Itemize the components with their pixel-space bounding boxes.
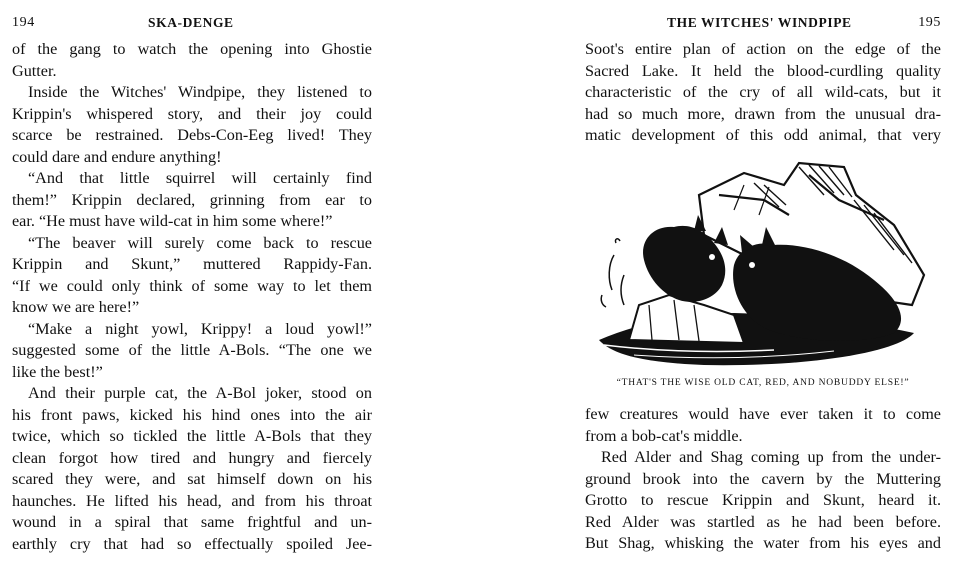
text-line: twice, which so tickled the little A-Bols that they xyxy=(12,427,372,445)
text-line: clean forgot how tired and hungry and fiercely xyxy=(12,448,372,467)
foreground-rock xyxy=(629,295,744,343)
text-line: “If we could only think of some way to let them xyxy=(12,276,372,295)
right-running-head xyxy=(585,15,941,33)
right-page-number: 195 xyxy=(918,15,941,30)
text-line: Grotto to rescue Krippin and Skunt, heard it. xyxy=(585,491,941,509)
text-line: Red Alder was startled as he had been before. xyxy=(585,512,941,531)
splash-marks xyxy=(601,239,624,307)
right-body-text-bottom xyxy=(585,404,941,555)
artist-signature: L.R. xyxy=(898,342,913,351)
illustration-caption: “THAT'S THE WISE OLD CAT, RED, AND NOBUDDY ELSE!” xyxy=(616,378,910,388)
text-line: Sacred Lake. It held the blood-curdling quality xyxy=(585,61,941,80)
right-body-text-top xyxy=(585,39,941,147)
text-line: “Make a night yowl, Krippy! a loud yowl!” xyxy=(28,319,372,338)
text-line: ground brook into the cavern by the Muttering xyxy=(585,469,941,488)
left-body-text xyxy=(12,39,372,555)
left-page xyxy=(12,0,372,565)
text-line: ear. “He must have wild-cat in him some where!” xyxy=(12,212,333,230)
text-line: haunches. He lifted his head, and from his throat xyxy=(12,491,372,510)
text-line: characteristic of the cry of all wild-cats, but it xyxy=(585,83,941,101)
cat-illustration xyxy=(594,155,932,375)
text-line: But Shag, whisking the water from his eyes and xyxy=(585,534,941,552)
left-running-title: SKA-DENGE xyxy=(148,15,234,30)
text-line: earthly cry that had so effectually spoiled Jee- xyxy=(12,534,372,553)
text-line: Krippin and Skunt,” muttered Rappidy-Fan. xyxy=(12,255,372,273)
text-line: his front paws, kicked his hind ones into the air xyxy=(12,405,372,424)
text-line: know we are here!” xyxy=(12,298,140,316)
text-line: scarce be restrained. Debs-Con-Eeg lived! They xyxy=(12,126,372,144)
text-line: few creatures would have ever taken it to come xyxy=(585,405,941,423)
text-line: from a bob-cat's middle. xyxy=(585,426,743,445)
text-line: Gutter. xyxy=(12,61,57,80)
text-line: Inside the Witches' Windpipe, they listened to xyxy=(28,83,372,101)
left-running-head xyxy=(12,15,372,33)
text-line: had so much more, drawn from the unusual dra- xyxy=(585,104,941,123)
text-line: could dare and endure anything! xyxy=(12,147,222,166)
text-line: And their purple cat, the A-Bol joker, stood on xyxy=(28,384,372,402)
text-line: scared they were, and sat himself down on his xyxy=(12,470,372,488)
right-running-title: THE WITCHES' WINDPIPE xyxy=(667,15,852,30)
text-line: “The beaver will surely come back to rescue xyxy=(28,233,372,252)
text-line: Soot's entire plan of action on the edge of the xyxy=(585,40,941,58)
text-line: Krippin's whispered story, and their joy could xyxy=(12,104,372,123)
text-line: of the gang to watch the opening into Ghostie xyxy=(12,40,372,58)
text-line: them!” Krippin declared, grinning from ear to xyxy=(12,190,372,209)
text-line: matic development of this odd animal, that very xyxy=(585,126,941,144)
text-line: suggested some of the little A-Bols. “The one we xyxy=(12,341,372,359)
text-line: “And that little squirrel will certainly find xyxy=(28,169,372,187)
text-line: wound in a spiral that same frightful and un- xyxy=(12,513,372,531)
text-line: like the best!” xyxy=(12,362,103,381)
text-line: Red Alder and Shag coming up from the under- xyxy=(601,448,941,466)
left-page-number: 194 xyxy=(12,15,35,30)
